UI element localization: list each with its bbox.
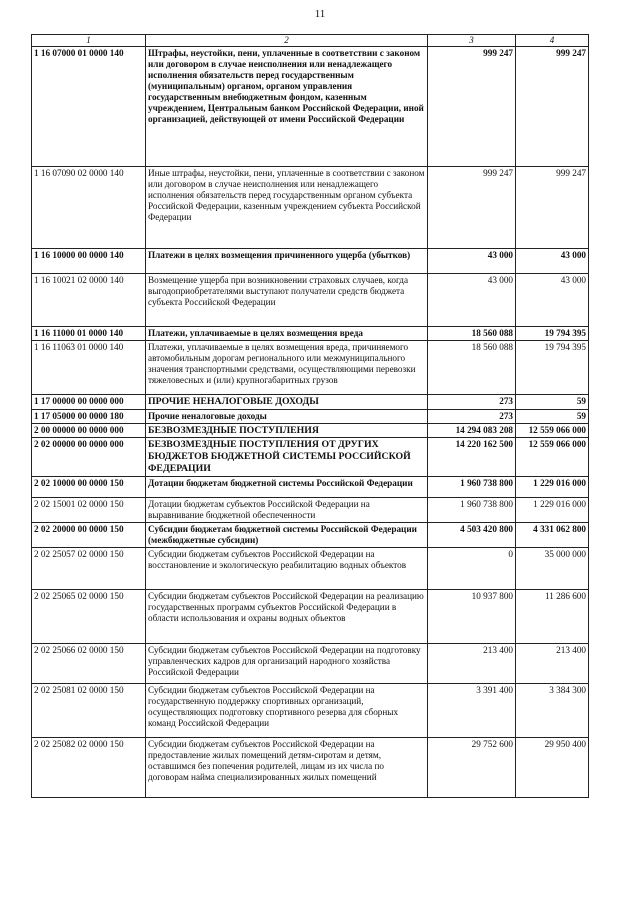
table-row: [32, 248, 589, 273]
amount-col3-cell: 18 560 088: [428, 340, 516, 394]
amount-col4-cell: 3 384 300: [516, 683, 589, 737]
budget-code-cell: 2 02 20000 00 0000 150: [32, 522, 146, 547]
amount-col3-cell: 999 247: [428, 46, 516, 166]
amount-col3-cell: 29 752 600: [428, 737, 516, 797]
description-cell: Дотации бюджетам бюджетной системы Российской Федерации: [146, 476, 428, 497]
amount-col4-cell: 59: [516, 394, 589, 409]
table-row: [32, 340, 589, 394]
amount-col4-cell: 43 000: [516, 273, 589, 326]
amount-col4-cell: 43 000: [516, 248, 589, 273]
amount-col3-cell: 273: [428, 409, 516, 423]
description-cell: Субсидии бюджетам субъектов Российской Федерации на реализацию государственных программ субъектов Российской Федерации в области использования и охраны водных объектов: [146, 589, 428, 643]
page-number: 11: [314, 8, 326, 20]
table-row: [32, 476, 589, 497]
budget-code-cell: 2 02 25066 02 0000 150: [32, 643, 146, 683]
amount-col4-cell: 12 559 066 000: [516, 438, 589, 476]
column-number-4: 4: [516, 35, 589, 47]
budget-code-cell: 1 16 07000 01 0000 140: [32, 46, 146, 166]
column-number-header-row: [32, 35, 589, 47]
table-row: [32, 497, 589, 522]
budget-code-cell: 2 02 25057 02 0000 150: [32, 547, 146, 589]
column-number-1: 1: [32, 35, 146, 47]
amount-col4-cell: 999 247: [516, 166, 589, 248]
amount-col3-cell: 43 000: [428, 273, 516, 326]
budget-code-cell: 1 17 00000 00 0000 000: [32, 394, 146, 409]
budget-code-cell: 2 02 15001 02 0000 150: [32, 497, 146, 522]
table-row: [32, 643, 589, 683]
amount-col3-cell: 18 560 088: [428, 326, 516, 340]
table-row: [32, 589, 589, 643]
amount-col3-cell: 14 294 083 208: [428, 423, 516, 438]
amount-col4-cell: 35 000 000: [516, 547, 589, 589]
budget-code-cell: 2 00 00000 00 0000 000: [32, 423, 146, 438]
budget-code-cell: 1 16 11000 01 0000 140: [32, 326, 146, 340]
budget-code-cell: 2 02 10000 00 0000 150: [32, 476, 146, 497]
description-cell: Прочие неналоговые доходы: [146, 409, 428, 423]
budget-revenue-table: [31, 34, 589, 798]
description-cell: Иные штрафы, неустойки, пени, уплаченные в соответствии с законом или договором в случае неисполнения или ненадлежащего исполнения обязательств перед государственным органом субъекта Российской Федерации, казенным учреждением субъекта Российской Федерации: [146, 166, 428, 248]
amount-col3-cell: 3 391 400: [428, 683, 516, 737]
budget-code-cell: 1 16 11063 01 0000 140: [32, 340, 146, 394]
table-row: [32, 522, 589, 547]
description-cell: Возмещение ущерба при возникновении страховых случаев, когда выгодоприобретателями выступают получатели средств бюджета субъекта Российской Федерации: [146, 273, 428, 326]
budget-code-cell: 2 02 25065 02 0000 150: [32, 589, 146, 643]
budget-code-cell: 1 16 07090 02 0000 140: [32, 166, 146, 248]
table-row: [32, 547, 589, 589]
amount-col4-cell: 12 559 066 000: [516, 423, 589, 438]
column-number-2: 2: [146, 35, 428, 47]
description-cell: Платежи в целях возмещения причиненного ущерба (убытков): [146, 248, 428, 273]
budget-code-cell: 1 17 05000 00 0000 180: [32, 409, 146, 423]
description-cell: Штрафы, неустойки, пени, уплаченные в соответствии с законом или договором в случае неисполнения или ненадлежащего исполнения обязательств перед государственным (муниципальным) органом, органом управления государственным внебюджетным фондом, казенным учреждением, Центральным банком Российской Федерации, иной организацией, действующей от имени Российской Федерации: [146, 46, 428, 166]
description-cell: БЕЗВОЗМЕЗДНЫЕ ПОСТУПЛЕНИЯ: [146, 423, 428, 438]
amount-col3-cell: 4 503 420 800: [428, 522, 516, 547]
table-row: [32, 409, 589, 423]
amount-col3-cell: 1 960 738 800: [428, 497, 516, 522]
budget-code-cell: 2 02 00000 00 0000 000: [32, 438, 146, 476]
amount-col4-cell: 11 286 600: [516, 589, 589, 643]
amount-col4-cell: 999 247: [516, 46, 589, 166]
table-row: [32, 326, 589, 340]
description-cell: Субсидии бюджетам субъектов Российской Федерации на предоставление жилых помещений детям-сиротам и детям, оставшимся без попечения родителей, лицам из их числа по договорам найма специализированных жилых помещений: [146, 737, 428, 797]
budget-code-cell: 2 02 25082 02 0000 150: [32, 737, 146, 797]
amount-col4-cell: 213 400: [516, 643, 589, 683]
amount-col3-cell: 1 960 738 800: [428, 476, 516, 497]
description-cell: ПРОЧИЕ НЕНАЛОГОВЫЕ ДОХОДЫ: [146, 394, 428, 409]
description-cell: Субсидии бюджетам бюджетной системы Российской Федерации (межбюджетные субсидии): [146, 522, 428, 547]
amount-col3-cell: 43 000: [428, 248, 516, 273]
amount-col3-cell: 999 247: [428, 166, 516, 248]
description-cell: Платежи, уплачиваемые в целях возмещения вреда: [146, 326, 428, 340]
amount-col3-cell: 273: [428, 394, 516, 409]
amount-col4-cell: 1 229 016 000: [516, 476, 589, 497]
table-row: [32, 166, 589, 248]
amount-col4-cell: 1 229 016 000: [516, 497, 589, 522]
description-cell: БЕЗВОЗМЕЗДНЫЕ ПОСТУПЛЕНИЯ ОТ ДРУГИХ БЮДЖЕТОВ БЮДЖЕТНОЙ СИСТЕМЫ РОССИЙСКОЙ ФЕДЕРАЦИИ: [146, 438, 428, 476]
amount-col3-cell: 213 400: [428, 643, 516, 683]
amount-col3-cell: 14 220 162 500: [428, 438, 516, 476]
amount-col4-cell: 19 794 395: [516, 326, 589, 340]
description-cell: Субсидии бюджетам субъектов Российской Федерации на восстановление и экологическую реабилитацию водных объектов: [146, 547, 428, 589]
amount-col4-cell: 4 331 062 800: [516, 522, 589, 547]
amount-col4-cell: 29 950 400: [516, 737, 589, 797]
budget-code-cell: 1 16 10000 00 0000 140: [32, 248, 146, 273]
description-cell: Субсидии бюджетам субъектов Российской Федерации на подготовку управленческих кадров для организаций народного хозяйства Российской Федерации: [146, 643, 428, 683]
description-cell: Дотации бюджетам субъектов Российской Федерации на выравнивание бюджетной обеспеченности: [146, 497, 428, 522]
amount-col4-cell: 19 794 395: [516, 340, 589, 394]
table-row: [32, 394, 589, 409]
table-row: [32, 737, 589, 797]
budget-code-cell: 1 16 10021 02 0000 140: [32, 273, 146, 326]
table-row: [32, 46, 589, 166]
table-row: [32, 438, 589, 476]
column-number-3: 3: [428, 35, 516, 47]
budget-code-cell: 2 02 25081 02 0000 150: [32, 683, 146, 737]
table-row: [32, 683, 589, 737]
description-cell: Субсидии бюджетам субъектов Российской Федерации на государственную поддержку спортивных организаций, осуществляющих подготовку спортивного резерва для сборных команд Российской Федерации: [146, 683, 428, 737]
description-cell: Платежи, уплачиваемые в целях возмещения вреда, причиняемого автомобильным дорогам регионального или межмуниципального значения транспортными средствами, осуществляющими перевозки тяжеловесных и (или) крупногабаритных грузов: [146, 340, 428, 394]
amount-col3-cell: 10 937 800: [428, 589, 516, 643]
amount-col4-cell: 59: [516, 409, 589, 423]
table-row: [32, 273, 589, 326]
amount-col3-cell: 0: [428, 547, 516, 589]
table-row: [32, 423, 589, 438]
